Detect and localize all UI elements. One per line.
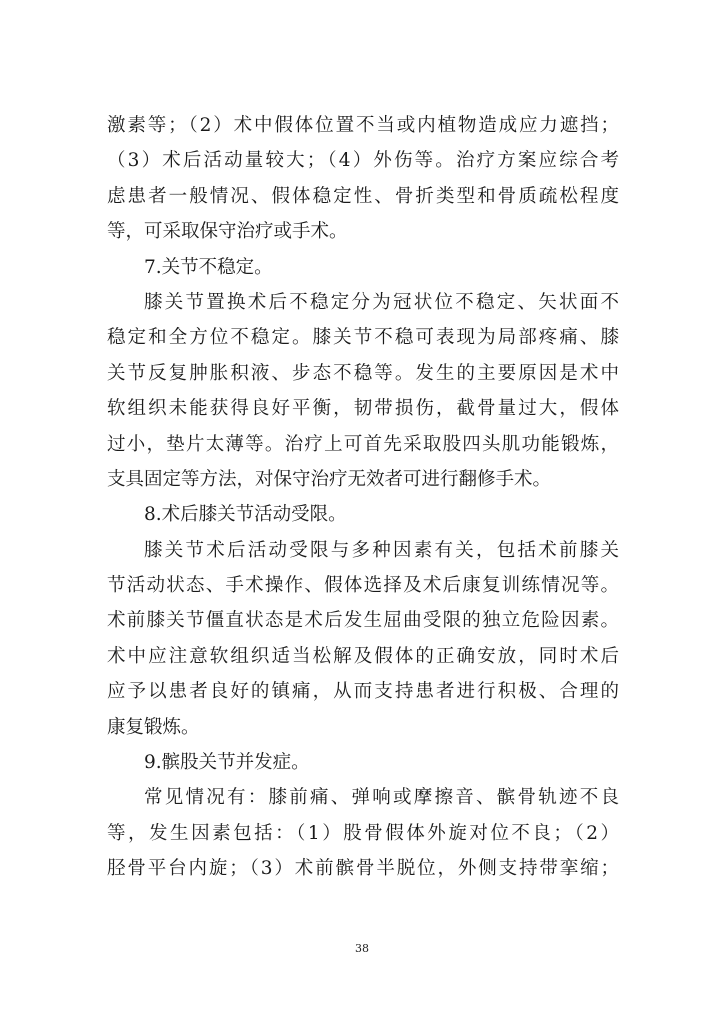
section-heading: 9.髌股关节并发症。 bbox=[144, 752, 310, 774]
text-line: 稳定和全方位不稳定。膝关节不稳可表现为局部疼痛、膝 bbox=[107, 327, 619, 349]
text-line: 术前膝关节僵直状态是术后发生屈曲受限的独立危险因素。 bbox=[107, 610, 619, 632]
text-line: 支具固定等方法，对保守治疗无效者可进行翻修手术。 bbox=[107, 468, 552, 490]
text-line: 虑患者一般情况、假体稳定性、骨折类型和骨质疏松程度 bbox=[107, 185, 619, 207]
section-heading: 8.术后膝关节活动受限。 bbox=[144, 504, 347, 526]
text-line: 膝关节置换术后不稳定分为冠状位不稳定、矢状面不 bbox=[144, 291, 619, 313]
text-line: 软组织未能获得良好平衡，韧带损伤，截骨量过大，假体 bbox=[107, 398, 619, 420]
body-text bbox=[107, 108, 619, 887]
page-number: 38 bbox=[355, 942, 369, 955]
text-line: 节活动状态、手术操作、假体选择及术后康复训练情况等。 bbox=[107, 575, 619, 597]
text-line: 康复锻炼。 bbox=[107, 716, 200, 738]
text-line: 常见情况有：膝前痛、弹响或摩擦音、髌骨轨迹不良 bbox=[144, 787, 619, 809]
section-heading: 7.关节不稳定。 bbox=[144, 256, 273, 278]
text-line: 胫骨平台内旋；（3）术前髌骨半脱位，外侧支持带挛缩； bbox=[107, 858, 619, 880]
text-line: 应予以患者良好的镇痛，从而支持患者进行积极、合理的 bbox=[107, 681, 619, 703]
text-line: 激素等；（2）术中假体位置不当或内植物造成应力遮挡； bbox=[107, 115, 619, 136]
text-line: 等，可采取保守治疗或手术。 bbox=[107, 221, 348, 243]
text-line: 关节反复肿胀积液、步态不稳等。发生的主要原因是术中 bbox=[107, 362, 619, 384]
text-line: 过小，垫片太薄等。治疗上可首先采取股四头肌功能锻炼， bbox=[107, 433, 619, 455]
text-line: 等，发生因素包括：（1）股骨假体外旋对位不良；（2） bbox=[107, 822, 619, 844]
text-line: 术中应注意软组织适当松解及假体的正确安放，同时术后 bbox=[107, 645, 619, 667]
text-line: 膝关节术后活动受限与多种因素有关，包括术前膝关 bbox=[144, 539, 619, 561]
text-line: （3）术后活动量较大；（4）外伤等。治疗方案应综合考 bbox=[107, 150, 619, 172]
